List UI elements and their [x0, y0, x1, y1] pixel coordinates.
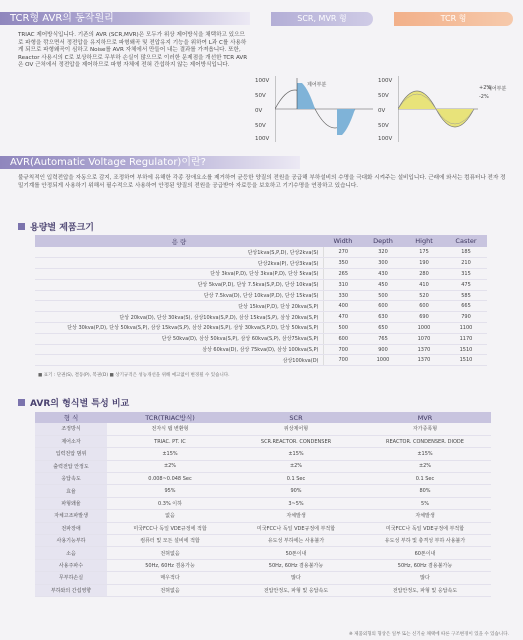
width-cell: 265	[323, 269, 363, 280]
mvr-cell: 0.1 Sec	[359, 473, 491, 485]
mvr-cell: 80%	[359, 485, 491, 497]
mvr-cell: 미국FCC나 독일 VDE규정에 부적합	[359, 522, 491, 534]
heading-square-icon	[18, 399, 25, 406]
scr-cell: 미국FCC나 독일 VDE규정에 부적합	[233, 522, 359, 534]
tcr-ylabel-0: 100V	[378, 78, 393, 84]
table-row	[35, 333, 487, 344]
caster-cell: 1510	[445, 355, 487, 366]
capacity-header-row	[35, 235, 487, 247]
table-row	[35, 355, 487, 366]
mvr-cell: 자가증폭형	[359, 423, 491, 435]
comparison-heading-text: AVR의 형식별 특성 비교	[30, 399, 130, 409]
width-cell: 270	[323, 247, 363, 258]
scr-ylabel-4: 100V	[255, 136, 270, 142]
mvr-cell: 유도성 부하 및 충격성 부하 사용불가	[359, 535, 491, 547]
tcr-cell: ±15%	[107, 448, 233, 460]
depth-cell: 600	[363, 301, 403, 312]
depth-cell: 765	[363, 333, 403, 344]
row-header: 부하와의 간섭영향	[35, 584, 107, 596]
width-cell: 500	[323, 323, 363, 334]
capacity-col-capacity: 용 량	[35, 235, 323, 247]
table-row	[35, 279, 487, 290]
capacity-footnote: ■ 표기 : 단권(S), 결동(P), 복권(D) ■ 상기규격은 성능개선을 위해 예고없이 변경될 수 있습니다.	[38, 373, 230, 378]
height-cell: 410	[403, 279, 445, 290]
table-row	[35, 584, 491, 596]
table-row	[35, 423, 491, 435]
depth-cell: 900	[363, 344, 403, 355]
depth-cell: 1000	[363, 355, 403, 366]
capacity-col-caster: Caster	[445, 235, 487, 247]
height-cell: 280	[403, 269, 445, 280]
scr-cell: SCR.REACTOR. CONDENSER	[233, 435, 359, 447]
capacity-cell: 단상 15kva(P,D), 단상 20kva(S,P)	[35, 301, 323, 312]
mvr-cell: ±15%	[359, 448, 491, 460]
row-header: 파형왜율	[35, 497, 107, 509]
tcr-waveform	[378, 12, 513, 142]
table-row	[35, 473, 491, 485]
comparison-col-tcr: TCR(TRIAC방식)	[107, 412, 233, 423]
tcr-note-plus: +2%	[479, 85, 492, 91]
capacity-table	[35, 235, 487, 366]
depth-cell: 320	[363, 247, 403, 258]
height-cell: 190	[403, 258, 445, 269]
caster-cell: 210	[445, 258, 487, 269]
capacity-cell: 단상2kva(P), 단상3kva(S)	[35, 258, 323, 269]
tcr-wave-plot	[398, 76, 478, 142]
tcr-cell: 미국FCC나 독일 VDE규정에 적합	[107, 522, 233, 534]
tcr-cell: 0.008~0.048 Sec	[107, 473, 233, 485]
table-row	[35, 572, 491, 584]
tcr-note-minus: -2%	[479, 94, 489, 100]
capacity-cell: 단상 50kva(D), 삼상 50kva(S,P), 삼상 60kva(S,P), 삼상75kva(S,P)	[35, 333, 323, 344]
height-cell: 520	[403, 290, 445, 301]
tcr-cell: 전혀없음	[107, 584, 233, 596]
height-cell: 690	[403, 312, 445, 323]
row-header: 효율	[35, 485, 107, 497]
comparison-heading	[18, 396, 129, 409]
tcr-section-title: TCR형 AVR의 동작원리	[0, 12, 250, 25]
width-cell: 700	[323, 355, 363, 366]
depth-cell: 300	[363, 258, 403, 269]
scr-ylabel-1: 50V	[255, 93, 266, 99]
scr-cell: 50폰이내	[233, 547, 359, 559]
capacity-col-width: Width	[323, 235, 363, 247]
caster-cell: 665	[445, 301, 487, 312]
comparison-footnote: ※ 제품외형의 형상은 일부 또는 신기술 채택에 따른 구조변경이 있을 수 있습니다.	[348, 632, 509, 637]
height-cell: 175	[403, 247, 445, 258]
caster-cell: 1510	[445, 344, 487, 355]
tcr-cell: TRIAC. PT. IC	[107, 435, 233, 447]
table-row	[35, 535, 491, 547]
row-header: 사용주파수	[35, 559, 107, 571]
scr-cell: ±2%	[233, 460, 359, 472]
comparison-col-mvr: MVR	[359, 412, 491, 423]
mvr-cell: ±2%	[359, 460, 491, 472]
row-header: 조정방식	[35, 423, 107, 435]
scr-cell: 90%	[233, 485, 359, 497]
comparison-table	[35, 412, 491, 597]
tcr-ylabel-4: 100V	[378, 136, 393, 142]
scr-cell: 0.1 Sec	[233, 473, 359, 485]
table-row	[35, 522, 491, 534]
table-row	[35, 559, 491, 571]
capacity-heading	[18, 220, 94, 233]
caster-cell: 185	[445, 247, 487, 258]
row-header: 전파장애	[35, 522, 107, 534]
caster-cell: 1100	[445, 323, 487, 334]
depth-cell: 630	[363, 312, 403, 323]
comparison-col-scr: SCR	[233, 412, 359, 423]
tcr-cell: 0.3% 이하	[107, 497, 233, 509]
width-cell: 350	[323, 258, 363, 269]
capacity-cell: 단상 3kva(P,D), 단상 3kva(P,D), 단상 5kva(S)	[35, 269, 323, 280]
row-header: 응답속도	[35, 473, 107, 485]
capacity-cell: 단상 7.5kva(D), 단상 10kva(P,D), 단상 15kva(S)	[35, 290, 323, 301]
scr-control-note: 제어부분	[307, 82, 327, 88]
table-row	[35, 448, 491, 460]
width-cell: 600	[323, 333, 363, 344]
capacity-col-depth: Depth	[363, 235, 403, 247]
scr-cell: 유도성 부하에는 사용불가	[233, 535, 359, 547]
width-cell: 310	[323, 279, 363, 290]
table-row	[35, 247, 487, 258]
row-header: 제어소자	[35, 435, 107, 447]
mvr-cell: REACTOR. CONDENSER. DIODE	[359, 435, 491, 447]
heading-square-icon	[18, 223, 25, 230]
height-cell: 600	[403, 301, 445, 312]
row-header: 입력전압 범위	[35, 448, 107, 460]
avr-section-title: AVR(Automatic Voltage Regulator)이란?	[0, 156, 300, 169]
capacity-cell: 단상 30kva(P,D), 단상 50kva(S,P), 삼상 15kva(S,P), 삼상 20kva(S,P), 삼상 30kva(S,P,D), 단상 50kva(S,P)	[35, 323, 323, 334]
scr-cell: ±15%	[233, 448, 359, 460]
depth-cell: 650	[363, 323, 403, 334]
scr-cell: 50Hz, 60Hz 겸용불가능	[233, 559, 359, 571]
height-cell: 1070	[403, 333, 445, 344]
scr-cell: 많다	[233, 572, 359, 584]
tcr-ylabel-2: 0V	[378, 108, 386, 114]
table-row	[35, 323, 487, 334]
depth-cell: 430	[363, 269, 403, 280]
capacity-cell: 단상1kva(S,P,D), 단상2kva(S)	[35, 247, 323, 258]
capacity-cell: 삼상 60kva(D), 삼상 75kva(D), 삼상 100kva(S,P)	[35, 344, 323, 355]
mvr-cell: 많다	[359, 572, 491, 584]
capacity-heading-text: 용량별 제품크기	[30, 223, 94, 233]
mvr-cell: 자체발생	[359, 510, 491, 522]
tcr-wave-title: TCR 형	[394, 12, 513, 26]
tcr-cell: 컴퓨터 및 모든 설비에 적합	[107, 535, 233, 547]
table-row	[35, 497, 491, 509]
depth-cell: 500	[363, 290, 403, 301]
height-cell: 1000	[403, 323, 445, 334]
caster-cell: 475	[445, 279, 487, 290]
tcr-ylabel-1: 50V	[378, 93, 389, 99]
row-header: 자체고조파발생	[35, 510, 107, 522]
tcr-cell: 매우적다	[107, 572, 233, 584]
depth-cell: 450	[363, 279, 403, 290]
table-row	[35, 312, 487, 323]
table-row	[35, 290, 487, 301]
tcr-cell: 전혀없음	[107, 547, 233, 559]
tcr-cell: 95%	[107, 485, 233, 497]
row-header: 소음	[35, 547, 107, 559]
height-cell: 1370	[403, 344, 445, 355]
width-cell: 470	[323, 312, 363, 323]
tcr-cell: ±2%	[107, 460, 233, 472]
scr-cell: 자체발생	[233, 510, 359, 522]
table-row	[35, 269, 487, 280]
table-row	[35, 258, 487, 269]
tcr-cell: 전자식 탭 변환형	[107, 423, 233, 435]
capacity-cell: 단상 5kva(P,D), 단상 7.5kva(S,P,D), 단상 10kva(S)	[35, 279, 323, 290]
table-row	[35, 435, 491, 447]
tcr-ylabel-3: 50V	[378, 123, 389, 129]
table-row	[35, 301, 487, 312]
caster-cell: 585	[445, 290, 487, 301]
mvr-cell: 60폰이내	[359, 547, 491, 559]
capacity-cell: 삼상100kva(D)	[35, 355, 323, 366]
row-header: 출력전압 안정도	[35, 460, 107, 472]
table-row	[35, 485, 491, 497]
width-cell: 700	[323, 344, 363, 355]
comparison-header-row	[35, 412, 491, 423]
scr-mvr-waveform	[255, 12, 373, 142]
scr-ylabel-2: 0V	[255, 108, 263, 114]
table-row	[35, 510, 491, 522]
tcr-cell: 없음	[107, 510, 233, 522]
tcr-control-note: 제어부분	[487, 86, 507, 92]
caster-cell: 790	[445, 312, 487, 323]
tcr-section-body: TRIAC 제어방식입니다. 기존의 AVR (SCR,MVR)은 모두가 위상 제어방식을 채택하고 있으므로 파형을 깎으면서 정전압을 유지하므로 파형왜곡 및 전압유지 기능을 위하여 L과 C를 사용하게 되므로 파형왜곡이 심하고 Noise를 AVR 자체에서 만들어 내는 결과를 가져옵니다. 또한, Reactor 사용시의 C로 보상하므로 무부하 손실이 많으므로 이러한 문제점을 개선한 TCR AVR은 OV 근처에서 정전압을 제어하므로 파형 자체에 전혀 간섭하지 않는 제어방식입니다.	[18, 32, 248, 69]
caster-cell: 1170	[445, 333, 487, 344]
caster-cell: 315	[445, 269, 487, 280]
table-row	[35, 460, 491, 472]
table-row	[35, 547, 491, 559]
scr-cell: 전압안정도, 파형 및 응답속도	[233, 584, 359, 596]
capacity-col-height: Hight	[403, 235, 445, 247]
width-cell: 330	[323, 290, 363, 301]
scr-ylabel-0: 100V	[255, 78, 270, 84]
mvr-cell: 5%	[359, 497, 491, 509]
scr-mvr-wave-title: SCR, MVR 형	[271, 12, 373, 26]
height-cell: 1370	[403, 355, 445, 366]
mvr-cell: 50Hz, 60Hz 겸용불가능	[359, 559, 491, 571]
width-cell: 400	[323, 301, 363, 312]
comparison-col-type: 형 식	[35, 412, 107, 423]
tcr-cell: 50Hz, 60Hz 겸용가능	[107, 559, 233, 571]
scr-cell: 3~5%	[233, 497, 359, 509]
table-row	[35, 344, 487, 355]
row-header: 무부하손실	[35, 572, 107, 584]
capacity-cell: 단상 20kva(D), 단상 30kva(S), 삼상10kva(S,P,D), 삼상 15kva(S,P), 삼상 20kva(S,P)	[35, 312, 323, 323]
row-header: 사용기능부하	[35, 535, 107, 547]
scr-ylabel-3: 50V	[255, 123, 266, 129]
avr-section-body: 불규칙적인 입력전압을 자동으로 감지, 조정하여 부하에 유해한 각종 장애요소를 제거하여 균등한 양질의 전원을 공급해 부하설비의 수명을 극대화 시켜주는 설비입니다. 근래에 와서는 컴퓨터나 전자 정밀기계를 안정되게 사용하기 위해서 필수적으로 사용하여 안정된 양질의 전원을 공급받아 자료등을 보호하고 기기수명을 연장하고 있습니다.	[18, 175, 506, 189]
scr-cell: 위상제어형	[233, 423, 359, 435]
mvr-cell: 전압안정도, 파형 및 응답속도	[359, 584, 491, 596]
